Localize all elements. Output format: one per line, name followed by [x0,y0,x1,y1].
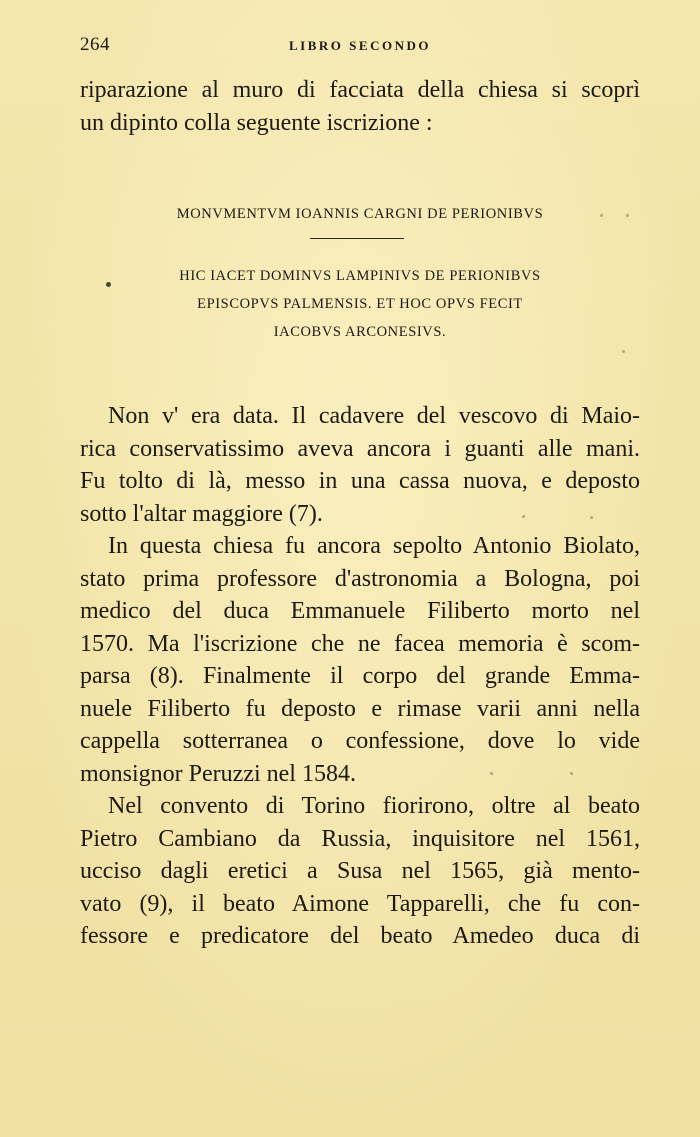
text-line: Pietro Cambiano da Russia, inquisitore nel 1561, [80,825,640,852]
text-line: cappella sotterranea o confessione, dove lo vide [80,728,640,754]
paragraph-1 [80,400,640,530]
text-line: Non v' era data. Il cadavere del vescovo di Maio- [108,403,640,429]
paper-speck [522,515,525,518]
text-line: vato (9), il beato Aimone Tapparelli, che fu con- [80,890,640,917]
text-line: monsignor Peruzzi nel 1584. [80,760,356,787]
paper-speck [622,350,625,353]
paper-speck [600,214,603,217]
divider-rule [310,238,404,239]
running-head: LIBRO SECONDO [289,38,431,53]
text-line: parsa (8). Finalmente il corpo del grande Emma- [80,663,640,689]
inscription-title: MONVMENTVM IOANNIS CARGNI DE PERIONIBVS [176,206,544,222]
text-line: nuele Filiberto fu deposto e rimase varii anni nella [80,695,640,722]
page-header [80,34,640,58]
text-line: 1570. Ma l'iscrizione che ne facea memoria è scom- [80,630,640,657]
text-line: un dipinto colla seguente iscrizione : [80,109,433,136]
text-line: fessore e predicatore del beato Amedeo duca di [80,923,640,949]
text-line: medico del duca Emmanuele Filiberto morto nel [80,598,640,624]
paper-speck [626,214,629,217]
text-line: sotto l'altar maggiore (7). [80,500,323,527]
text-line: rica conservatissimo aveva ancora i guanti alle mani. [80,435,640,462]
text-line: In questa chiesa fu ancora sepolto Antonio Biolato, [108,533,640,559]
paper-speck [570,772,573,775]
text-line: stato prima professore d'astronomia a Bologna, poi [80,565,640,592]
page-number: 264 [80,34,110,55]
text-line: riparazione al muro di facciata della chiesa si scoprì [80,77,640,103]
inscription-line: HIC IACET DOMINVS LAMPINIVS DE PERIONIBVS [179,268,541,284]
paper-speck [590,516,593,519]
text-line: ucciso dagli eretici a Susa nel 1565, già mento- [80,858,640,884]
paragraph-3 [80,790,640,953]
paper-speck [106,282,111,287]
text-line: Fu tolto di là, messo in una cassa nuova, e deposto [80,468,640,494]
paper-speck [490,772,493,775]
inscription-line: EPISCOPVS PALMENSIS. ET HOC OPVS FECIT [197,296,523,312]
inscription-line: IACOBVS ARCONESIVS. [273,324,447,340]
intro-paragraph [80,74,640,139]
inscription-text [80,262,640,346]
text-line: Nel convento di Torino fiorirono, oltre al beato [108,793,640,819]
paragraph-2 [80,530,640,790]
